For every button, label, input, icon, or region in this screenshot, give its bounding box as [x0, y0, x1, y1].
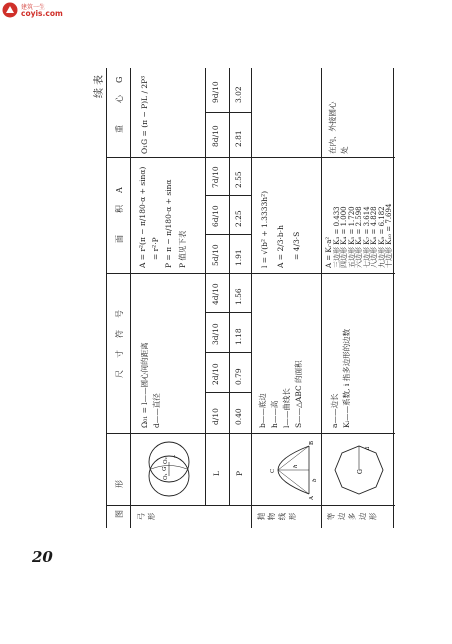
figure-label-o2: O₂	[163, 457, 169, 464]
ratio-table-mid	[229, 68, 230, 506]
segment-area-line: A = r²(π − π/180·α + sinα)	[138, 166, 147, 268]
figure-label-a: A	[309, 496, 315, 500]
p-cell: 3.02	[234, 86, 243, 103]
polygon-area-line: 四边形 K₄ = 1.000	[340, 206, 348, 268]
parabola-dim-line: S——△ABC 的面积	[294, 360, 303, 428]
col-divider	[251, 273, 395, 274]
ratio-col-divider	[205, 112, 251, 113]
p-cell: 2.55	[234, 171, 243, 188]
col-divider	[107, 433, 205, 434]
parabola-area-line: = 4/3·S	[292, 231, 301, 260]
figure-label-o1: O₁	[163, 473, 169, 480]
shape-properties-table	[106, 68, 394, 528]
ratio-col-divider	[205, 433, 251, 434]
polygon-area-line: 五边形 K₅ = 1.720	[347, 206, 356, 268]
segment-area-line: P = π − π/180·α + sinα	[164, 179, 173, 268]
ratio-cell: 4d/10	[211, 283, 220, 305]
ratio-cell: 7d/10	[211, 166, 220, 188]
figure-label-r: r	[173, 455, 179, 458]
polygon-area-line: 三边形 K₃ = 0.433	[332, 206, 341, 268]
p-cell: 0.79	[234, 368, 243, 385]
col-divider	[107, 157, 205, 158]
p-cell: 1.91	[234, 249, 243, 266]
ratio-header-p: P	[235, 470, 244, 476]
ratio-col-divider	[205, 195, 251, 196]
row-label-segment: 弓形	[137, 512, 158, 521]
ratio-col-divider	[205, 392, 251, 393]
figure-label-base: b	[312, 478, 318, 482]
parabola-dim-line: l——曲线长	[282, 388, 291, 428]
ratio-col-divider	[205, 312, 251, 313]
ratio-cell: 6d/10	[211, 205, 220, 227]
watermark	[2, 2, 92, 22]
segment-dim-line: Ω₀₁ = l——圆心间的距离	[140, 342, 149, 428]
continued-label: 续表	[94, 72, 105, 98]
ratio-cell: 8d/10	[211, 125, 220, 147]
page-number: 20	[32, 548, 53, 566]
polygon-dim-line: a——边长	[330, 393, 339, 428]
row-label-parabola: 抛物线形	[257, 512, 299, 521]
polygon-centroid-line: 处	[340, 146, 349, 154]
parabola-area-line: A = 2/3·b·h	[276, 225, 285, 268]
parabola-dim-line: b——底边	[258, 393, 267, 428]
parabola-figure	[257, 438, 317, 502]
table-header	[107, 68, 131, 528]
p-cell: 2.25	[234, 210, 243, 227]
polygon-area-line: 七边形 K₇ = 3.614	[362, 206, 371, 268]
ratio-cell: 3d/10	[211, 323, 220, 345]
polygon-centroid-line: 在内、外接圆心	[328, 101, 337, 154]
segment-figure	[137, 438, 201, 502]
polygon-area-line: 六边形 K₆ = 2.598	[355, 206, 363, 268]
col-divider	[107, 273, 205, 274]
site-logo-icon	[2, 2, 18, 18]
parabola-dim-line: h——高	[270, 400, 279, 428]
p-cell: 2.81	[234, 130, 243, 147]
segment-dim-line: d——直径	[152, 393, 161, 428]
parabola-area-line: l = √(b² + 1.3333h²)	[260, 190, 269, 268]
ratio-cell: d/10	[211, 408, 220, 425]
segment-centroid-line: O₁G = (π − P)L / 2P³	[140, 75, 149, 154]
col-divider	[251, 157, 395, 158]
ratio-table-top	[205, 68, 206, 506]
figure-label-c: C	[270, 468, 276, 473]
ratio-header-l: L	[212, 471, 221, 476]
row-divider	[321, 68, 322, 528]
row-divider	[251, 68, 252, 528]
figure-label-a: a	[364, 446, 371, 450]
header-dimensions: 尺 寸 符 号	[115, 308, 124, 378]
polygon-area-line: A = Kᵢ·a²	[325, 236, 333, 268]
segment-area-line: P 值见下表	[178, 230, 187, 268]
p-cell: 1.56	[234, 288, 243, 305]
col-divider	[251, 433, 395, 434]
segment-area-line: = r²·P	[151, 237, 160, 260]
ratio-col-divider	[205, 157, 251, 158]
header-area: 面 积 A	[115, 185, 124, 243]
figure-label-h: h	[293, 464, 299, 468]
col-divider	[107, 505, 395, 506]
figure-label-b: B	[309, 440, 315, 445]
p-cell: 1.18	[234, 328, 243, 345]
rotated-table-page	[86, 68, 394, 528]
polygon-figure	[329, 440, 389, 500]
ratio-cell: 2d/10	[211, 363, 220, 385]
row-label-polygon: 等边多边形	[327, 512, 380, 521]
p-cell: 0.40	[234, 408, 243, 425]
polygon-dim-line: Kᵢ——系数, i 指多边形的边数	[342, 328, 351, 428]
ratio-col-divider	[205, 234, 251, 235]
watermark-url: coyis.com	[21, 9, 63, 18]
ratio-col-divider	[205, 352, 251, 353]
ratio-cell: 9d/10	[211, 81, 220, 103]
header-shape: 图 形	[115, 478, 124, 518]
figure-label-g: G	[357, 469, 364, 474]
ratio-col-divider	[205, 273, 251, 274]
watermark-site-name: 建筑一生	[21, 4, 46, 11]
polygon-area-line: 十边形 K₁₀ = 7.694	[385, 203, 393, 268]
figure-label-g: G	[162, 466, 168, 471]
polygon-area-line: 九边形 K₉ = 6.182	[377, 206, 386, 268]
polygon-area-line: 八边形 K₈ = 4.828	[370, 206, 378, 268]
ratio-cell: 5d/10	[211, 244, 220, 266]
header-centroid: 重 心 G	[115, 74, 124, 133]
